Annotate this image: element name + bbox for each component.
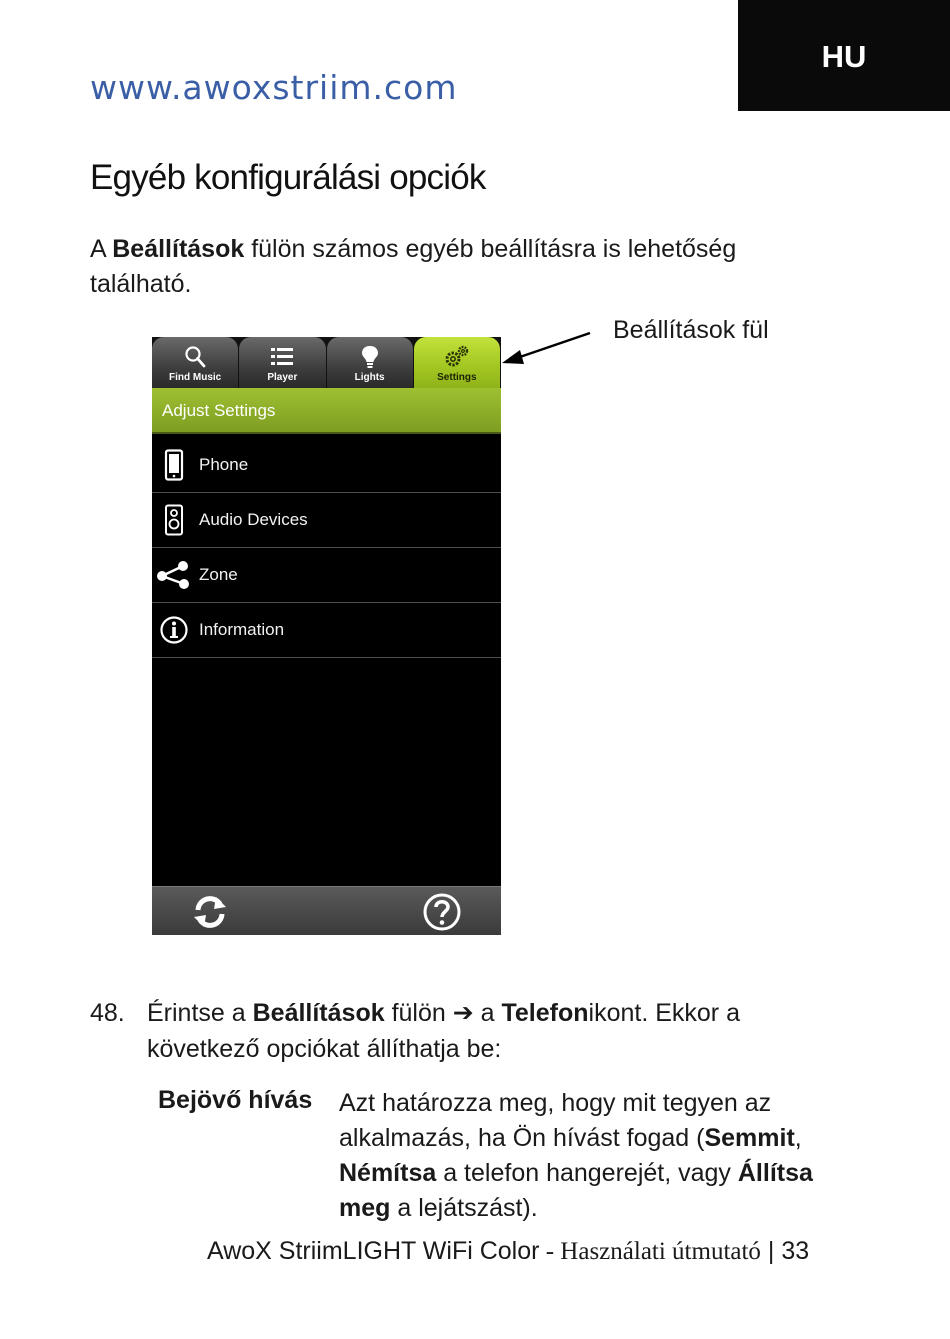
step-bold-2: Telefon (501, 999, 589, 1027)
tab-label: Settings (437, 372, 477, 383)
footer-guide: Használati útmutató (560, 1238, 761, 1265)
step-number: 48. (90, 999, 125, 1027)
page-heading: Egyéb konfigurálási opciók (90, 158, 486, 197)
def-bold-2: Némítsa (339, 1159, 437, 1187)
footer-product: AwoX StriimLIGHT WiFi Color (207, 1237, 540, 1265)
def-text-3: a telefon hangerejét, vagy (436, 1159, 738, 1187)
callout-arrow (490, 326, 600, 371)
phone-icon (154, 447, 194, 483)
step-text-2: fülön (384, 999, 453, 1027)
def-text-1: Azt határozza meg, hogy mit tegyen az alkalmazás, ha Ön hívást fogad ( (339, 1089, 772, 1152)
refresh-icon[interactable] (190, 893, 230, 931)
footer-separator: - (539, 1238, 561, 1265)
tab-lights[interactable] (327, 337, 413, 388)
share-icon (154, 557, 194, 593)
tab-settings[interactable] (414, 337, 500, 388)
step-bold-1: Beállítások (252, 999, 385, 1027)
menu-item-phone[interactable] (152, 438, 501, 493)
tab-bar (152, 337, 501, 388)
definition-text (339, 1086, 859, 1226)
bulb-icon (357, 345, 383, 369)
step-text-4: ikont. Ekkor a következő opciókat állíthatja be: (147, 999, 740, 1063)
menu-label: Zone (199, 565, 238, 584)
footer-pipe: | (760, 1237, 782, 1265)
callout-label: Beállítások fül (613, 316, 769, 344)
def-bold-3: Állítsa meg (339, 1159, 813, 1222)
step-text-3: a (473, 999, 502, 1027)
language-badge: HU (738, 0, 950, 111)
menu-label: Audio Devices (199, 510, 308, 529)
info-icon (154, 612, 194, 648)
intro-text-rest: fülön számos egyéb beállításra is lehetőség található. (90, 235, 737, 298)
tab-label: Find Music (169, 372, 222, 383)
page-footer (207, 1237, 809, 1266)
step-arrow: ➔ (452, 999, 474, 1027)
menu-item-audio-devices[interactable] (152, 493, 501, 548)
def-text-4: a lejátszást). (390, 1194, 538, 1222)
menu-item-zone[interactable] (152, 548, 501, 603)
tab-label: Lights (354, 372, 385, 383)
bottom-toolbar (152, 886, 501, 935)
step-text-1: Érintse a (147, 999, 253, 1027)
intro-paragraph (90, 232, 790, 302)
intro-text: A (90, 235, 113, 263)
list-icon (269, 345, 295, 369)
search-icon (182, 345, 208, 369)
help-icon[interactable] (422, 892, 462, 932)
tab-player[interactable] (239, 337, 325, 388)
step-text (147, 995, 807, 1067)
def-text-2: , (794, 1124, 802, 1152)
gear-icon (444, 345, 470, 369)
settings-menu (152, 438, 501, 658)
menu-item-information[interactable] (152, 603, 501, 658)
menu-label: Phone (199, 455, 249, 474)
tab-find-music[interactable] (152, 337, 238, 388)
tab-label: Player (267, 372, 298, 383)
app-screenshot (152, 337, 501, 935)
speaker-icon (154, 502, 194, 538)
menu-label: Information (199, 620, 285, 639)
definition-term: Bejövő hívás (158, 1086, 313, 1114)
intro-bold: Beállítások (112, 235, 245, 263)
def-bold-1: Semmit (704, 1124, 795, 1152)
adjust-settings-header: Adjust Settings (152, 388, 501, 434)
website-url: www.awoxstriim.com (90, 68, 458, 107)
page-number: 33 (781, 1237, 810, 1265)
